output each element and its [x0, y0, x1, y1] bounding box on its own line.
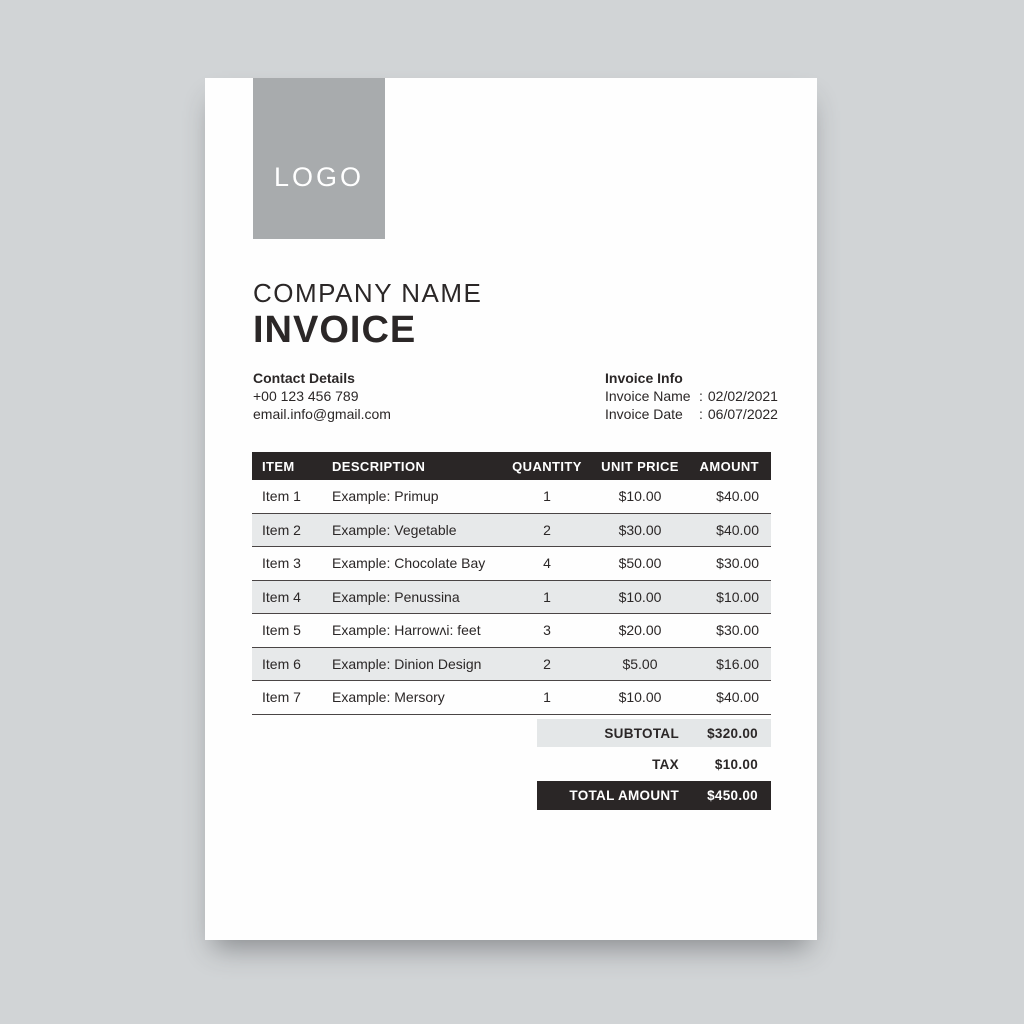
- cell-item: Item 7: [262, 689, 301, 706]
- invoice-name-colon: :: [699, 388, 703, 404]
- invoice-date-label: Invoice Date: [605, 406, 683, 422]
- total-amount-value: $450.00: [707, 788, 758, 803]
- tax-label: TAX: [652, 756, 679, 772]
- table-body: [252, 480, 771, 715]
- cell-amount: $16.00: [716, 655, 759, 672]
- contact-email: email.info@gmail.com: [253, 406, 391, 422]
- total-amount-label: TOTAL AMOUNT: [569, 788, 679, 803]
- contact-details-heading: Contact Details: [253, 370, 355, 386]
- cell-item: Item 5: [262, 622, 301, 639]
- cell-description: Example: Chocolate Bay: [332, 555, 486, 572]
- table-row: [252, 648, 771, 682]
- cell-item: Item 1: [262, 488, 301, 505]
- invoice-date-value: 06/07/2022: [707, 406, 778, 422]
- table-row: [252, 681, 771, 715]
- contact-details-block: [253, 369, 391, 423]
- col-header-unit-price: UNIT PRICE: [601, 458, 679, 474]
- cell-quantity: 3: [543, 622, 551, 639]
- cell-item: Item 6: [262, 655, 301, 672]
- total-amount-row: [537, 781, 771, 810]
- table-row: [252, 480, 771, 514]
- cell-amount: $30.00: [716, 555, 759, 572]
- table-row: [252, 614, 771, 648]
- invoice-name-value: 02/02/2021: [707, 388, 778, 404]
- cell-unit-price: $10.00: [618, 488, 662, 505]
- cell-item: Item 2: [262, 521, 301, 538]
- table-row: [252, 581, 771, 615]
- subtotal-value: $320.00: [707, 725, 758, 741]
- cell-description: Example: Mersory: [332, 689, 445, 706]
- col-header-quantity: QUANTITY: [512, 458, 582, 474]
- cell-description: Example: Penussina: [332, 588, 460, 605]
- invoice-paper: [205, 78, 817, 940]
- col-header-description: DESCRIPTION: [332, 458, 426, 474]
- cell-amount: $30.00: [716, 622, 759, 639]
- cell-amount: $40.00: [716, 689, 759, 706]
- cell-unit-price: $5.00: [622, 655, 658, 672]
- cell-unit-price: $10.00: [618, 689, 662, 706]
- cell-item: Item 3: [262, 555, 301, 572]
- tax-value: $10.00: [714, 756, 758, 772]
- totals-section: [537, 719, 771, 813]
- cell-quantity: 1: [543, 588, 551, 605]
- cell-description: Example: Dinion Design: [332, 655, 482, 672]
- cell-unit-price: $20.00: [618, 622, 662, 639]
- col-header-item: ITEM: [262, 458, 295, 474]
- cell-quantity: 2: [543, 655, 551, 672]
- tax-row: [537, 750, 771, 778]
- invoice-title: INVOICE: [253, 309, 417, 351]
- company-name: COMPANY NAME: [253, 278, 483, 308]
- cell-unit-price: $50.00: [618, 555, 662, 572]
- invoice-name-label: Invoice Name: [605, 388, 691, 404]
- cell-amount: $10.00: [716, 588, 759, 605]
- cell-quantity: 1: [543, 488, 551, 505]
- contact-phone: +00 123 456 789: [253, 388, 359, 404]
- table-header-row: [252, 452, 771, 480]
- invoice-name-line: [605, 387, 778, 405]
- invoice-date-colon: :: [699, 406, 703, 422]
- col-header-amount: AMOUNT: [699, 458, 759, 474]
- cell-description: Example: Vegetable: [332, 521, 457, 538]
- table-row: [252, 547, 771, 581]
- logo-text: LOGO: [273, 162, 365, 192]
- table-row: [252, 514, 771, 548]
- invoice-info-block: [605, 369, 778, 423]
- invoice-info-heading: Invoice Info: [605, 370, 683, 386]
- cell-unit-price: $10.00: [618, 588, 662, 605]
- invoice-date-line: [605, 405, 778, 423]
- logo-box: [253, 78, 385, 239]
- cell-amount: $40.00: [716, 488, 759, 505]
- cell-quantity: 1: [543, 689, 551, 706]
- invoice-table: [252, 452, 771, 715]
- cell-quantity: 4: [543, 555, 551, 572]
- cell-description: Example: Primup: [332, 488, 439, 505]
- subtotal-row: [537, 719, 771, 747]
- cell-description: Example: Harrowʌi: feet: [332, 622, 481, 639]
- subtotal-label: SUBTOTAL: [604, 725, 679, 741]
- cell-unit-price: $30.00: [618, 521, 662, 538]
- cell-quantity: 2: [543, 521, 551, 538]
- cell-amount: $40.00: [716, 521, 759, 538]
- cell-item: Item 4: [262, 588, 301, 605]
